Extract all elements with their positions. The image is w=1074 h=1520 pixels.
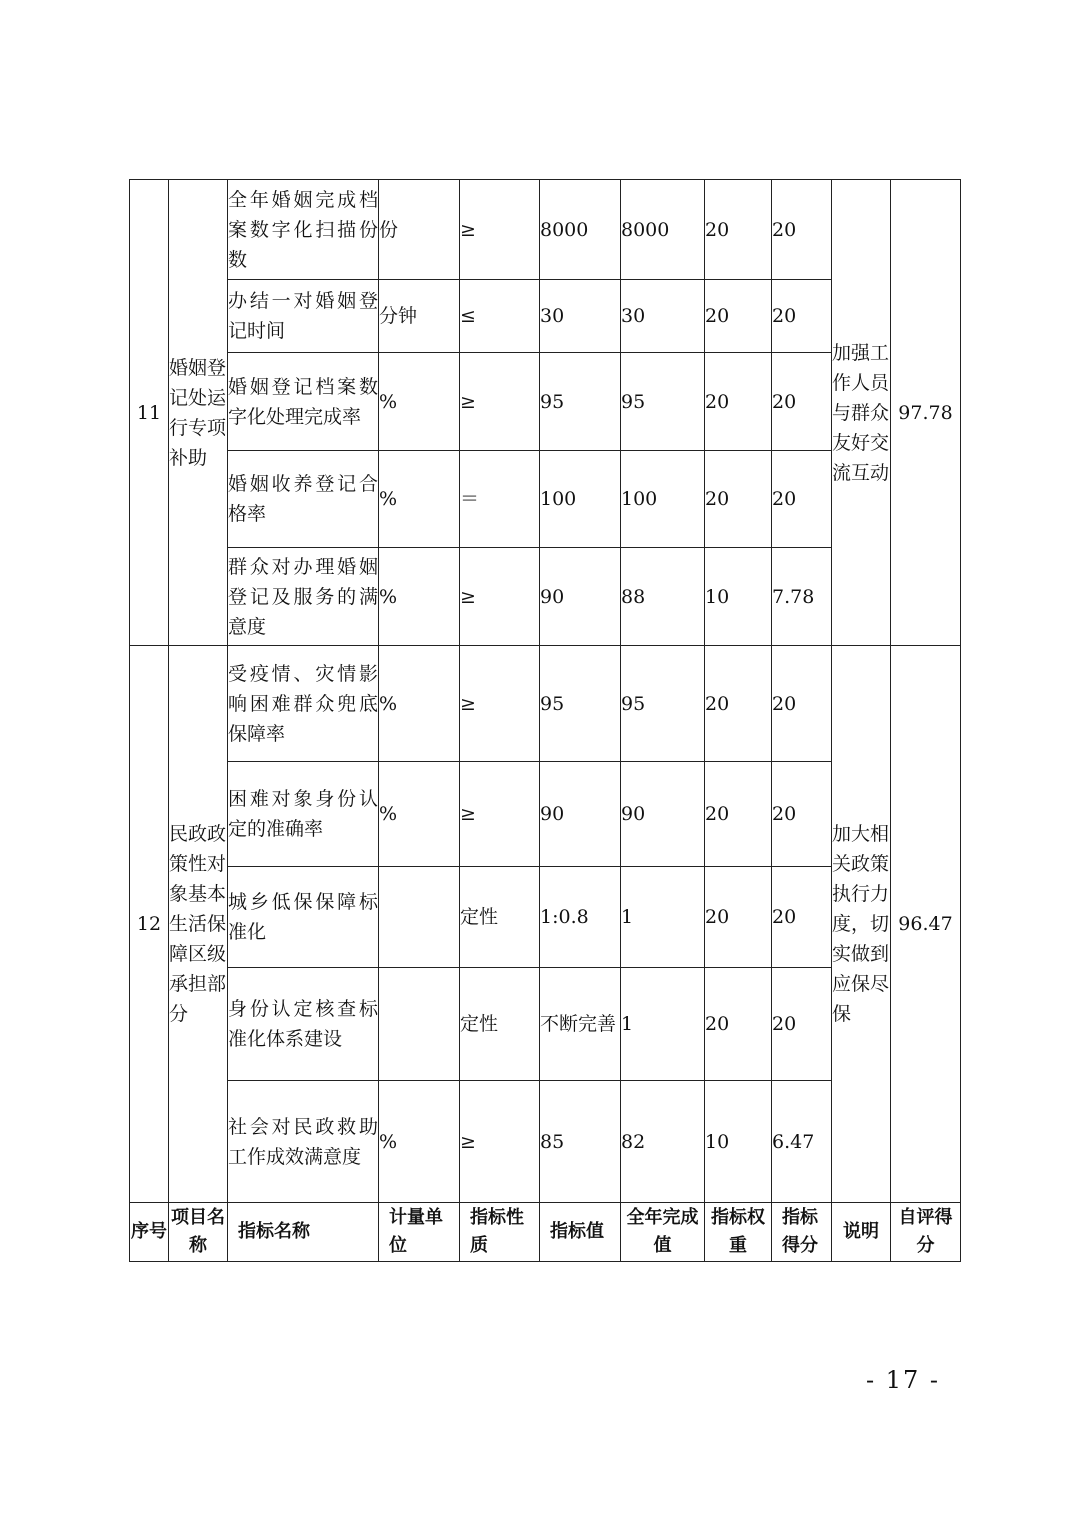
indicator-name-cell: 身份认定核查标准化体系建设 (228, 968, 379, 1081)
unit-cell: % (379, 1081, 460, 1203)
target-value-cell: 不断完善 (540, 968, 621, 1081)
self-score-cell: 97.78 (891, 180, 961, 646)
actual-value-cell: 100 (621, 451, 705, 548)
unit-cell (379, 867, 460, 968)
project-name-cell: 婚姻登记处运行专项补助 (169, 180, 228, 646)
weight-cell: 20 (705, 867, 772, 968)
score-cell: 20 (772, 280, 832, 353)
score-cell: 7.78 (772, 548, 832, 646)
unit-cell: % (379, 451, 460, 548)
target-value-cell: 30 (540, 280, 621, 353)
target-value-cell: 8000 (540, 180, 621, 280)
header-project: 项目名称 (169, 1203, 228, 1262)
header-nature: 指标性质 (460, 1203, 540, 1262)
weight-cell: 20 (705, 968, 772, 1081)
actual-value-cell: 95 (621, 353, 705, 451)
page-number: - 17 - (866, 1366, 941, 1394)
weight-cell: 20 (705, 451, 772, 548)
header-note: 说明 (832, 1203, 891, 1262)
unit-cell: % (379, 353, 460, 451)
header-score: 指标得分 (772, 1203, 832, 1262)
header-target: 指标值 (540, 1203, 621, 1262)
score-cell: 20 (772, 867, 832, 968)
actual-value-cell: 88 (621, 548, 705, 646)
target-value-cell: 85 (540, 1081, 621, 1203)
weight-cell: 20 (705, 353, 772, 451)
actual-value-cell: 8000 (621, 180, 705, 280)
target-value-cell: 95 (540, 353, 621, 451)
target-value-cell: 90 (540, 762, 621, 867)
nature-cell: ≥ (460, 353, 540, 451)
score-cell: 20 (772, 968, 832, 1081)
header-self-score: 自评得分 (891, 1203, 961, 1262)
score-cell: 20 (772, 451, 832, 548)
header-weight: 指标权重 (705, 1203, 772, 1262)
indicator-name-cell: 社会对民政救助工作成效满意度 (228, 1081, 379, 1203)
table-row (130, 180, 961, 280)
score-cell: 20 (772, 180, 832, 280)
note-cell: 加强工作人员与群众友好交流互动 (832, 180, 891, 646)
unit-cell: 分钟 (379, 280, 460, 353)
target-value-cell: 1:0.8 (540, 867, 621, 968)
nature-cell: 定性 (460, 867, 540, 968)
indicator-name-cell: 城乡低保保障标准化 (228, 867, 379, 968)
table-row (130, 646, 961, 762)
project-name-cell: 民政政策性对象基本生活保障区级承担部分 (169, 646, 228, 1203)
weight-cell: 20 (705, 646, 772, 762)
seq-cell: 11 (130, 180, 169, 646)
score-cell: 20 (772, 646, 832, 762)
note-cell: 加大相关政策执行力度，切实做到应保尽保 (832, 646, 891, 1203)
target-value-cell: 100 (540, 451, 621, 548)
indicator-name-cell: 全年婚姻完成档案数字化扫描份数 (228, 180, 379, 280)
nature-cell: ≥ (460, 1081, 540, 1203)
seq-cell: 12 (130, 646, 169, 1203)
unit-cell: 份 (379, 180, 460, 280)
header-unit: 计量单位 (379, 1203, 460, 1262)
actual-value-cell: 82 (621, 1081, 705, 1203)
actual-value-cell: 30 (621, 280, 705, 353)
unit-cell: % (379, 646, 460, 762)
score-cell: 20 (772, 762, 832, 867)
nature-cell: 定性 (460, 968, 540, 1081)
nature-cell: ≥ (460, 762, 540, 867)
indicator-name-cell: 婚姻收养登记合格率 (228, 451, 379, 548)
nature-cell: ≥ (460, 646, 540, 762)
self-score-cell: 96.47 (891, 646, 961, 1203)
unit-cell (379, 968, 460, 1081)
header-seq: 序号 (130, 1203, 169, 1262)
indicator-name-cell: 群众对办理婚姻登记及服务的满意度 (228, 548, 379, 646)
nature-cell: ≤ (460, 280, 540, 353)
weight-cell: 20 (705, 762, 772, 867)
unit-cell: % (379, 762, 460, 867)
table-header-row (130, 1203, 961, 1262)
unit-cell: % (379, 548, 460, 646)
nature-cell: ＝ (460, 451, 540, 548)
actual-value-cell: 1 (621, 968, 705, 1081)
indicator-name-cell: 困难对象身份认定的准确率 (228, 762, 379, 867)
nature-cell: ≥ (460, 548, 540, 646)
header-actual: 全年完成值 (621, 1203, 705, 1262)
nature-cell: ≥ (460, 180, 540, 280)
target-value-cell: 95 (540, 646, 621, 762)
indicator-name-cell: 办结一对婚姻登记时间 (228, 280, 379, 353)
indicator-name-cell: 受疫情、灾情影响困难群众兜底保障率 (228, 646, 379, 762)
performance-table (129, 179, 961, 1262)
score-cell: 20 (772, 353, 832, 451)
weight-cell: 20 (705, 280, 772, 353)
header-indicator: 指标名称 (228, 1203, 379, 1262)
actual-value-cell: 1 (621, 867, 705, 968)
actual-value-cell: 95 (621, 646, 705, 762)
weight-cell: 20 (705, 180, 772, 280)
indicator-name-cell: 婚姻登记档案数字化处理完成率 (228, 353, 379, 451)
weight-cell: 10 (705, 1081, 772, 1203)
weight-cell: 10 (705, 548, 772, 646)
actual-value-cell: 90 (621, 762, 705, 867)
score-cell: 6.47 (772, 1081, 832, 1203)
target-value-cell: 90 (540, 548, 621, 646)
